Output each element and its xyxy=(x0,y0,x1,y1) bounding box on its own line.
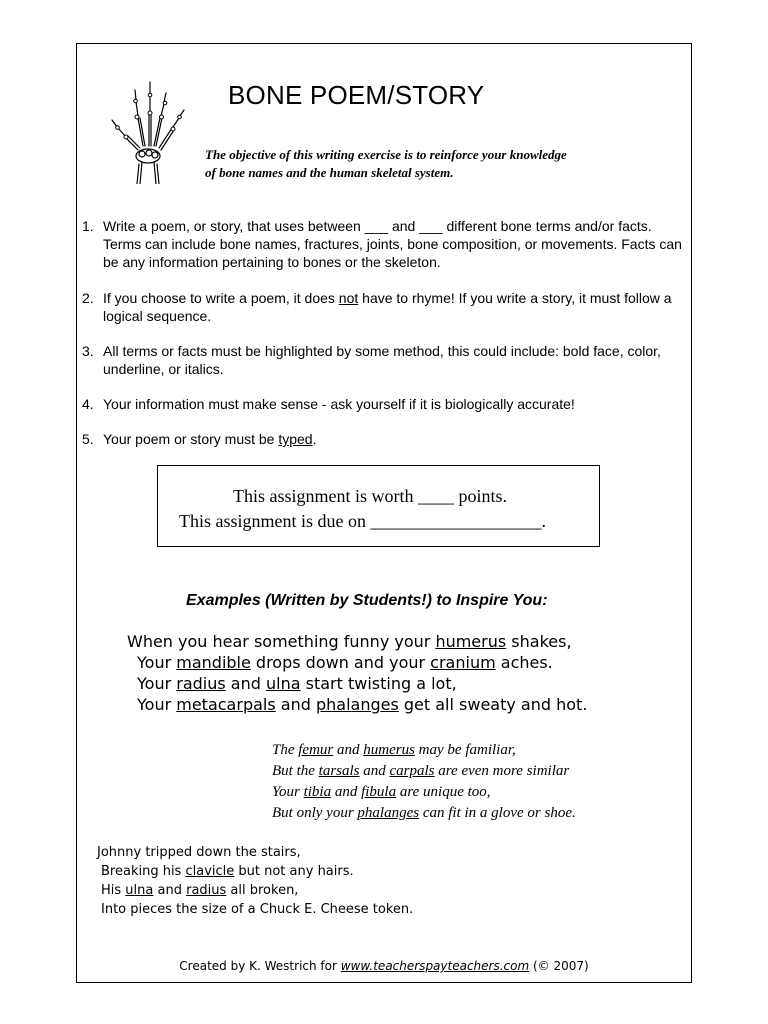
footer-credit: Created by K. Westrich for www.teacherspayteachers.com (© 2007) xyxy=(179,959,589,973)
poem-line: Breaking his clavicle but not any hairs. xyxy=(101,864,354,879)
poem-line: Your mandible drops down and your cranium aches. xyxy=(137,653,553,672)
poem-line: When you hear something funny your humerus shakes, xyxy=(127,632,572,651)
instruction-number: 3. xyxy=(82,343,94,359)
poem-line: Your metacarpals and phalanges get all sweaty and hot. xyxy=(137,695,588,714)
instruction-text: Write a poem, or story, that uses between ___ and ___ different bone terms and/or facts. Terms can include bone names, fractures, joints, bone composition, or movements. Facts can be any information pertaining to bones or the skeleton. xyxy=(103,218,682,270)
poem-line: But only your phalanges can fit in a glove or shoe. xyxy=(272,805,576,821)
objective-line-2: of bone names and the human skeletal system. xyxy=(205,165,454,180)
due-line: This assignment is due on ___________________. xyxy=(179,511,546,531)
instruction-text: If you choose to write a poem, it does not have to rhyme! If you write a story, it must follow a logical sequence. xyxy=(103,290,672,324)
page-title: BONE POEM/STORY xyxy=(228,80,485,110)
instruction-4 xyxy=(82,395,682,413)
hand-skeleton-icon xyxy=(104,66,194,184)
emphasis-typed: typed xyxy=(278,431,313,447)
student-poem-3 xyxy=(97,843,413,919)
poem-line: Johnny tripped down the stairs, xyxy=(97,845,301,860)
instruction-text: Your poem or story must be typed. xyxy=(103,431,317,447)
instruction-list xyxy=(82,217,682,448)
objective-text xyxy=(205,146,665,182)
student-poem-2 xyxy=(272,740,576,824)
poem-line: Your radius and ulna start twisting a lot, xyxy=(137,674,457,693)
instruction-5 xyxy=(82,430,682,448)
instruction-text: All terms or facts must be highlighted by some method, this could include: bold face, color, underline, or italics. xyxy=(103,343,661,377)
emphasis-not: not xyxy=(338,290,359,306)
instruction-text: Your information must make sense - ask yourself if it is biologically accurate! xyxy=(103,396,575,412)
points-line: This assignment is worth ____ points. xyxy=(233,486,507,506)
poem-line: His ulna and radius all broken, xyxy=(101,883,299,898)
examples-title: Examples (Written by Students!) to Inspire You: xyxy=(186,592,548,609)
instruction-number: 1. xyxy=(82,218,94,234)
instruction-number: 5. xyxy=(82,431,94,447)
teacherspayteachers-link[interactable]: www.teacherspayteachers.com xyxy=(340,959,530,973)
poem-line: But the tarsals and carpals are even more similar xyxy=(272,763,570,779)
instruction-3 xyxy=(82,342,682,378)
instruction-2 xyxy=(82,289,682,325)
poem-line: Your tibia and fibula are unique too, xyxy=(272,784,491,800)
instruction-number: 2. xyxy=(82,290,94,306)
poem-line: Into pieces the size of a Chuck E. Cheese token. xyxy=(101,902,414,917)
instruction-number: 4. xyxy=(82,396,94,412)
instruction-1 xyxy=(82,217,682,271)
student-poem-1 xyxy=(127,631,587,715)
objective-line-1: The objective of this writing exercise is to reinforce your knowledge xyxy=(205,147,567,162)
assignment-box xyxy=(157,465,600,547)
poem-line: The femur and humerus may be familiar, xyxy=(272,742,516,758)
